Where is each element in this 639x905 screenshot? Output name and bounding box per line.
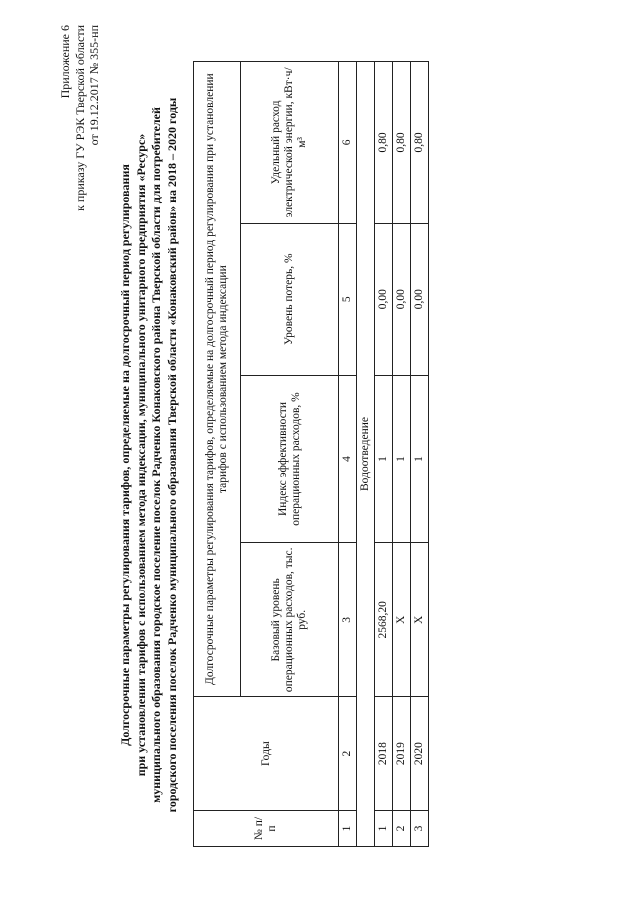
heading-line-4: городского поселения поселок Радченко муниципального образования Тверской области «Конаковский район» на 2018 – 2020 годы <box>164 97 179 813</box>
column-number: 2 <box>339 697 357 811</box>
column-number: 3 <box>339 543 357 697</box>
column-numbers-row <box>339 62 357 847</box>
cell-energy: 0,80 <box>393 62 411 224</box>
header-group: Долгосрочные параметры регулирования тарифов, определяемые на долгосрочный период регулирования при установлении тарифов с использованием метода индексации <box>194 62 241 697</box>
header-years: Годы <box>194 697 339 811</box>
cell-energy: 0,80 <box>411 62 429 224</box>
cell-loss: 0,00 <box>411 223 429 375</box>
cell-eff: 1 <box>375 375 393 543</box>
header-efficiency-index: Индекс эффективности операционных расходов, % <box>241 375 339 543</box>
appendix-line-2: к приказу ГУ РЭК Тверской области <box>72 25 87 211</box>
cell-year: 2018 <box>375 697 393 811</box>
cell-year: 2020 <box>411 697 429 811</box>
heading-line-1: Долгосрочные параметры регулирования тарифов, определяемые на долгосрочный период регулирования <box>118 164 132 746</box>
section-row <box>357 62 375 847</box>
section-title: Водоотведение <box>357 62 375 847</box>
cell-no: 2 <box>393 811 411 847</box>
header-energy-consumption: Удельный расход электрической энергии, кВт·ч/м³ <box>241 62 339 224</box>
header-base-opex: Базовый уровень операционных расходов, тыс. руб. <box>241 543 339 697</box>
cell-year: 2019 <box>393 697 411 811</box>
column-number: 1 <box>339 811 357 847</box>
column-number: 4 <box>339 375 357 543</box>
cell-base: Х <box>393 543 411 697</box>
cell-loss: 0,00 <box>393 223 411 375</box>
header-loss-level: Уровень потерь, % <box>241 223 339 375</box>
header-number: № п/п <box>194 811 339 847</box>
appendix-line-1: Приложение 6 <box>58 25 72 99</box>
table-row <box>393 62 411 847</box>
table-row <box>375 62 393 847</box>
column-number: 5 <box>339 223 357 375</box>
document-heading <box>118 65 180 845</box>
appendix-line-3: от 19.12.2017 № 355-нп <box>87 25 101 146</box>
cell-base: Х <box>411 543 429 697</box>
heading-line-2: при установлении тарифов с использованием метода индексации, муниципального унитарного предприятия «Ресурс» <box>133 133 148 777</box>
parameters-table <box>193 61 429 847</box>
heading-line-3: муниципального образования городское поселение поселок Радченко Конаковского района Тверской области для потребителей <box>149 107 163 803</box>
table-row <box>411 62 429 847</box>
cell-no: 1 <box>375 811 393 847</box>
cell-loss: 0,00 <box>375 223 393 375</box>
cell-eff: 1 <box>411 375 429 543</box>
cell-energy: 0,80 <box>375 62 393 224</box>
column-number: 6 <box>339 62 357 224</box>
cell-no: 3 <box>411 811 429 847</box>
appendix-note <box>58 25 102 225</box>
cell-eff: 1 <box>393 375 411 543</box>
cell-base: 2568,20 <box>375 543 393 697</box>
